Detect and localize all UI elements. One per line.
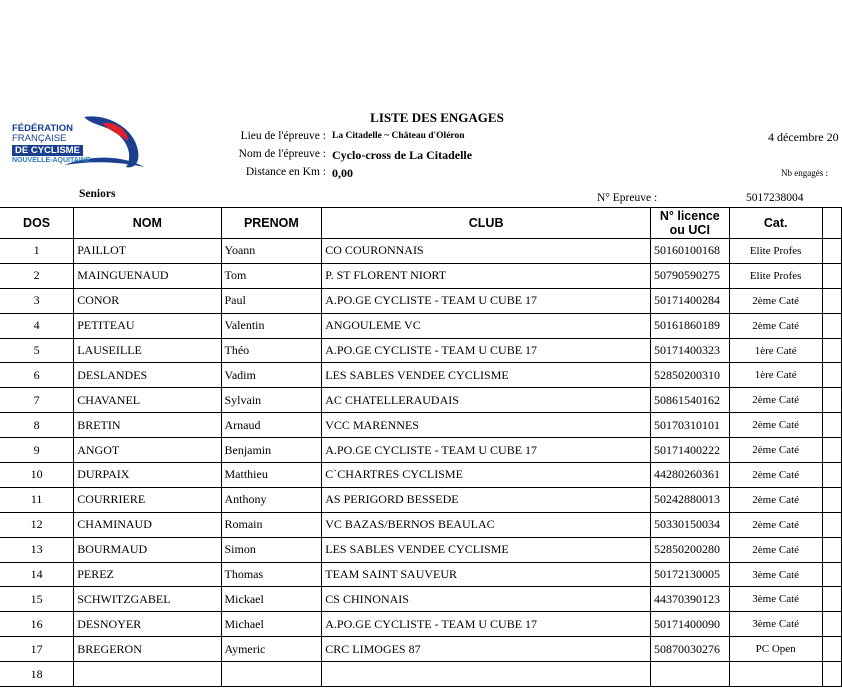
cell-nom: LAUSEILLE: [74, 338, 221, 363]
cell-club: AC CHATELLERAUDAIS: [322, 388, 651, 413]
distance-label: Distance en Km :: [245, 166, 326, 178]
cell-nom: PAILLOT: [74, 239, 221, 264]
table-row: [0, 363, 842, 388]
cell-prenom: Matthieu: [221, 463, 322, 488]
cell-cat: Elite Profes: [729, 263, 822, 288]
cell-cat: 2ème Caté: [729, 463, 822, 488]
cell-extra: [822, 239, 841, 264]
cell-dos: 2: [0, 263, 74, 288]
cell-licence: 50171400323: [650, 338, 729, 363]
table-row: [0, 537, 842, 562]
cell-dos: 15: [0, 587, 74, 612]
cell-licence: 50171400222: [650, 438, 729, 463]
cell-cat: 2ème Caté: [729, 288, 822, 313]
cell-cat: 2ème Caté: [729, 438, 822, 463]
cell-extra: [822, 662, 841, 687]
cell-cat: 2ème Caté: [729, 313, 822, 338]
cell-prenom: Mickael: [221, 587, 322, 612]
cell-licence: 50790590275: [650, 263, 729, 288]
cell-licence: 52850200310: [650, 363, 729, 388]
cell-extra: [822, 487, 841, 512]
cell-nom: MAINGUENAUD: [74, 263, 221, 288]
cell-extra: [822, 313, 841, 338]
category-label: Seniors: [79, 188, 116, 200]
cell-cat: [729, 662, 822, 687]
cell-prenom: Yoann: [221, 239, 322, 264]
cell-cat: 3ème Caté: [729, 587, 822, 612]
cell-prenom: Anthony: [221, 487, 322, 512]
cell-dos: 18: [0, 662, 74, 687]
cell-club: [322, 662, 651, 687]
cell-club: ANGOULEME VC: [322, 313, 651, 338]
licence-header-line-2: ou UCI: [669, 223, 710, 237]
table-row: [0, 413, 842, 438]
lieu-value: La Citadelle ~ Château d'Oléron: [332, 131, 465, 141]
cell-club: LES SABLES VENDEE CYCLISME: [322, 363, 651, 388]
col-header-club: CLUB: [322, 208, 651, 239]
cell-extra: [822, 637, 841, 662]
cell-cat: Elite Profes: [729, 239, 822, 264]
cell-club: A.PO.GE CYCLISTE - TEAM U CUBE 17: [322, 438, 651, 463]
cell-nom: CHAMINAUD: [74, 512, 221, 537]
cell-nom: DESLANDES: [74, 363, 221, 388]
lieu-label: Lieu de l'épreuve :: [240, 130, 326, 142]
cell-nom: CONOR: [74, 288, 221, 313]
col-header-nom: NOM: [74, 208, 221, 239]
cell-prenom: Romain: [221, 512, 322, 537]
cell-dos: 6: [0, 363, 74, 388]
col-header-licence: [650, 208, 729, 239]
cell-prenom: Valentin: [221, 313, 322, 338]
cell-prenom: Thomas: [221, 562, 322, 587]
epreuve-number-value: 5017238004: [746, 192, 804, 204]
cell-nom: [74, 662, 221, 687]
cell-nom: PETITEAU: [74, 313, 221, 338]
cell-extra: [822, 463, 841, 488]
table-row: [0, 388, 842, 413]
table-row: [0, 512, 842, 537]
cell-prenom: Tom: [221, 263, 322, 288]
cell-dos: 1: [0, 239, 74, 264]
cell-prenom: Théo: [221, 338, 322, 363]
nom-epreuve-label: Nom de l'épreuve :: [238, 148, 326, 160]
cell-dos: 8: [0, 413, 74, 438]
cell-licence: 44280260361: [650, 463, 729, 488]
table-row: [0, 612, 842, 637]
cell-extra: [822, 413, 841, 438]
page-title: LISTE DES ENGAGES: [370, 110, 504, 125]
cell-nom: BREGERON: [74, 637, 221, 662]
table-row: [0, 562, 842, 587]
cell-nom: ANGOT: [74, 438, 221, 463]
cell-dos: 10: [0, 463, 74, 488]
logo-line-2: FRANÇAISE: [12, 133, 67, 144]
cell-prenom: Simon: [221, 537, 322, 562]
nb-engages-label: Nb engagés :: [781, 168, 828, 178]
cell-club: VC BAZAS/BERNOS BEAULAC: [322, 512, 651, 537]
table-row: [0, 239, 842, 264]
cell-licence: 44370390123: [650, 587, 729, 612]
cell-licence: 50161860189: [650, 313, 729, 338]
table-row: [0, 487, 842, 512]
col-header-extra: [822, 208, 841, 239]
cell-prenom: Michael: [221, 612, 322, 637]
cell-extra: [822, 438, 841, 463]
table-row: [0, 662, 842, 687]
cell-extra: [822, 512, 841, 537]
cell-licence: 50160100168: [650, 239, 729, 264]
cell-club: CS CHINONAIS: [322, 587, 651, 612]
cell-nom: COURRIERE: [74, 487, 221, 512]
cell-prenom: Aymeric: [221, 637, 322, 662]
cell-prenom: Paul: [221, 288, 322, 313]
cell-nom: CHAVANEL: [74, 388, 221, 413]
cell-prenom: Vadim: [221, 363, 322, 388]
cell-nom: BRETIN: [74, 413, 221, 438]
cell-dos: 17: [0, 637, 74, 662]
cell-nom: SCHWITZGABEL: [74, 587, 221, 612]
cell-cat: 3ème Caté: [729, 612, 822, 637]
table-row: [0, 338, 842, 363]
table-row: [0, 313, 842, 338]
cell-nom: PEREZ: [74, 562, 221, 587]
cell-licence: [650, 662, 729, 687]
logo-line-1: FÉDÉRATION: [12, 123, 74, 134]
table-header-row: [0, 208, 842, 239]
cell-dos: 14: [0, 562, 74, 587]
cell-dos: 5: [0, 338, 74, 363]
logo-line-4: NOUVELLE-AQUITAINE: [12, 157, 91, 164]
table-row: [0, 463, 842, 488]
cell-extra: [822, 587, 841, 612]
cell-club: CO COURONNAIS: [322, 239, 651, 264]
cell-dos: 4: [0, 313, 74, 338]
cell-club: CRC LIMOGES 87: [322, 637, 651, 662]
cell-extra: [822, 388, 841, 413]
cell-nom: BOURMAUD: [74, 537, 221, 562]
cell-club: P. ST FLORENT NIORT: [322, 263, 651, 288]
cell-cat: 2ème Caté: [729, 512, 822, 537]
distance-value: 0,00: [332, 166, 353, 180]
col-header-cat: Cat.: [729, 208, 822, 239]
cell-extra: [822, 263, 841, 288]
cell-cat: 2ème Caté: [729, 388, 822, 413]
cell-prenom: Arnaud: [221, 413, 322, 438]
cell-club: A.PO.GE CYCLISTE - TEAM U CUBE 17: [322, 288, 651, 313]
cell-cat: 2ème Caté: [729, 487, 822, 512]
nom-epreuve-value: Cyclo-cross de La Citadelle: [332, 148, 473, 162]
cell-club: TEAM SAINT SAUVEUR: [322, 562, 651, 587]
cell-prenom: [221, 662, 322, 687]
cell-club: LES SABLES VENDEE CYCLISME: [322, 537, 651, 562]
cell-extra: [822, 612, 841, 637]
cell-cat: 3ème Caté: [729, 562, 822, 587]
cell-dos: 3: [0, 288, 74, 313]
cell-dos: 9: [0, 438, 74, 463]
cell-licence: 50171400090: [650, 612, 729, 637]
cell-extra: [822, 537, 841, 562]
cell-licence: 50172130005: [650, 562, 729, 587]
col-header-prenom: PRENOM: [221, 208, 322, 239]
cell-prenom: Sylvain: [221, 388, 322, 413]
cell-cat: 1ère Caté: [729, 338, 822, 363]
cell-club: AS PERIGORD BESSEDE: [322, 487, 651, 512]
col-header-dos: DOS: [0, 208, 74, 239]
table-row: [0, 438, 842, 463]
cell-club: VCC MARENNES: [322, 413, 651, 438]
cell-extra: [822, 338, 841, 363]
cell-licence: 50242880013: [650, 487, 729, 512]
table-row: [0, 288, 842, 313]
cell-prenom: Benjamin: [221, 438, 322, 463]
cell-licence: 50870030276: [650, 637, 729, 662]
logo-line-3: DE CYCLISME: [12, 145, 83, 156]
cell-cat: 2ème Caté: [729, 537, 822, 562]
cell-licence: 52850200280: [650, 537, 729, 562]
cell-extra: [822, 363, 841, 388]
cell-club: C`CHARTRES CYCLISME: [322, 463, 651, 488]
cell-dos: 12: [0, 512, 74, 537]
cell-licence: 50330150034: [650, 512, 729, 537]
table-row: [0, 637, 842, 662]
cell-licence: 50170310101: [650, 413, 729, 438]
table-row: [0, 263, 842, 288]
cell-extra: [822, 562, 841, 587]
cell-licence: 50171400284: [650, 288, 729, 313]
entries-table: [0, 207, 842, 687]
event-date: 4 décembre 20: [768, 130, 839, 144]
cell-nom: DURPAIX: [74, 463, 221, 488]
cell-licence: 50861540162: [650, 388, 729, 413]
cell-cat: PC Open: [729, 637, 822, 662]
table-row: [0, 587, 842, 612]
cell-dos: 7: [0, 388, 74, 413]
cell-club: A.PO.GE CYCLISTE - TEAM U CUBE 17: [322, 338, 651, 363]
epreuve-number-label: N° Epreuve :: [597, 192, 658, 204]
cell-dos: 11: [0, 487, 74, 512]
cell-dos: 13: [0, 537, 74, 562]
cell-extra: [822, 288, 841, 313]
cell-nom: DESNOYER: [74, 612, 221, 637]
cell-cat: 1ère Caté: [729, 363, 822, 388]
licence-header-line-1: N° licence: [659, 209, 720, 223]
cell-cat: 2ème Caté: [729, 413, 822, 438]
cell-dos: 16: [0, 612, 74, 637]
cell-club: A.PO.GE CYCLISTE - TEAM U CUBE 17: [322, 612, 651, 637]
